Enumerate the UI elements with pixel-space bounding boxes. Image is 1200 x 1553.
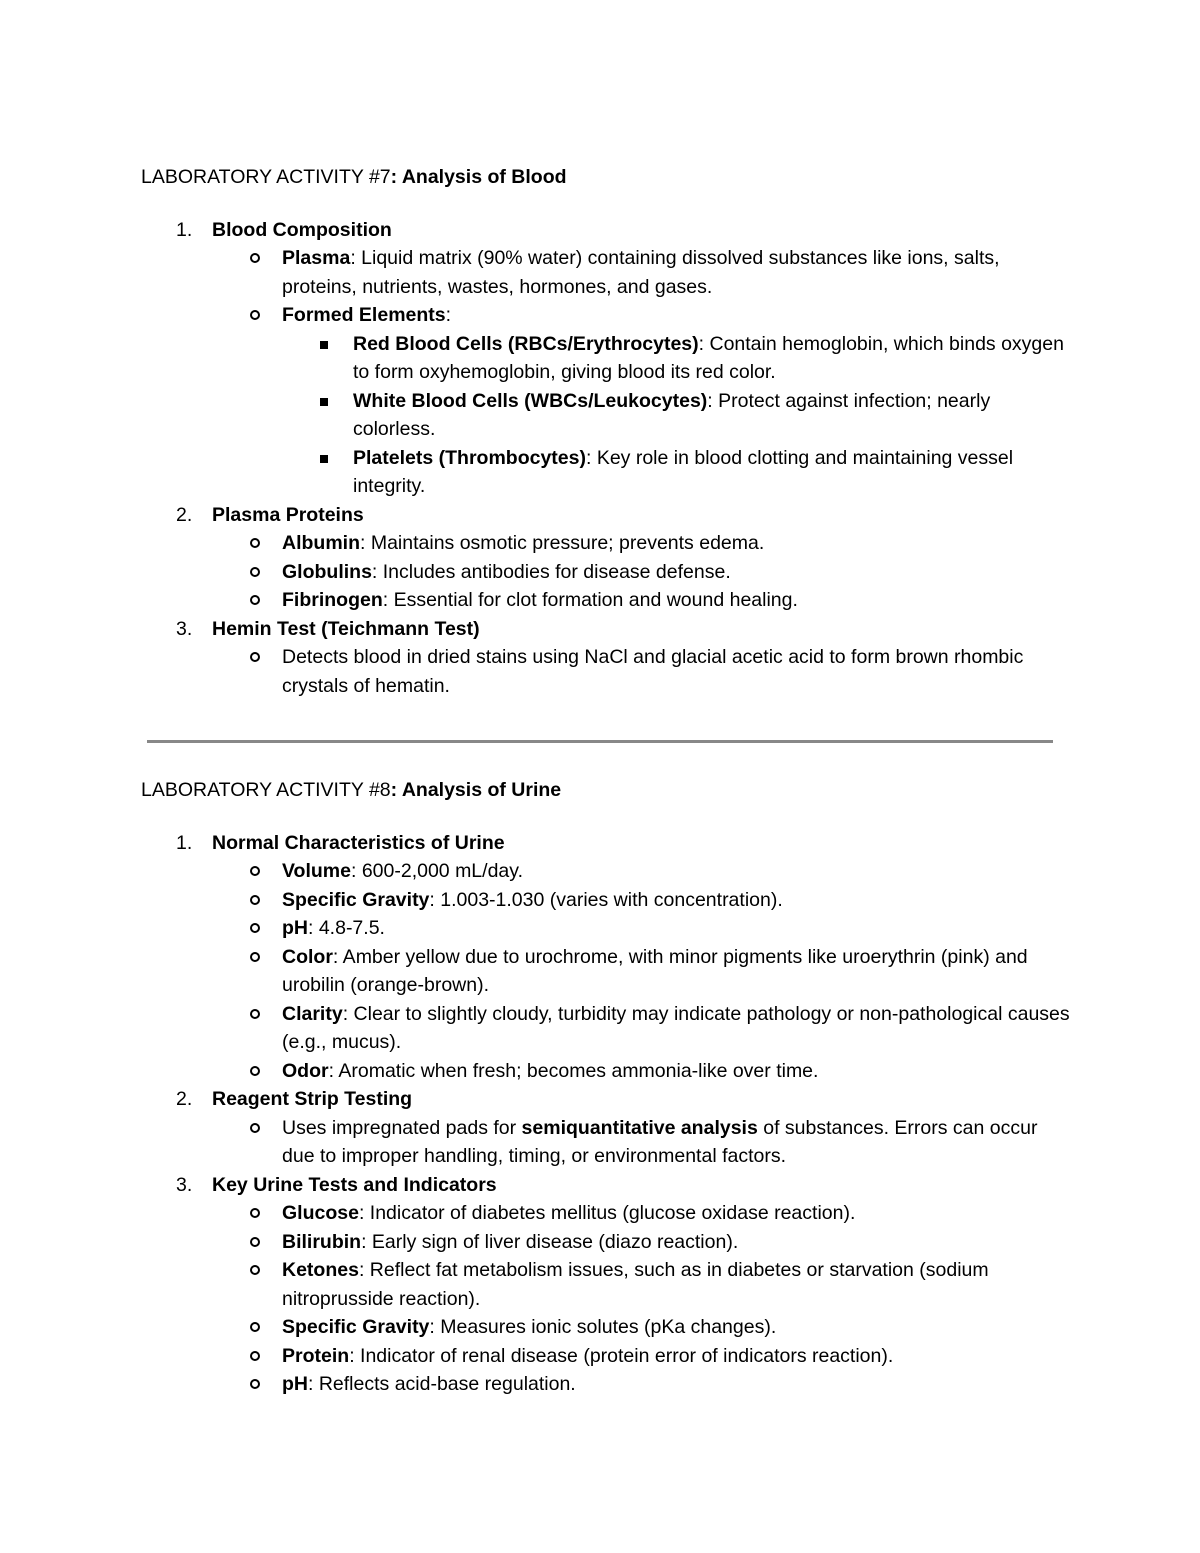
square-bullet-icon (320, 341, 328, 349)
activity-8-title (141, 776, 1071, 805)
activity-7-section (141, 163, 1071, 700)
circle-bullet-icon (250, 1379, 260, 1389)
sub-item (212, 1228, 1071, 1257)
sub-term: Ketones (282, 1259, 359, 1281)
sub-item (212, 586, 1071, 615)
sub-text: : (445, 304, 452, 326)
circle-bullet-icon (250, 1322, 260, 1332)
sub-text: : Amber yellow due to urochrome, with minor pigments like uroerythrin (pink) and urobilin (orange-brown). (282, 945, 1028, 996)
sub-item (212, 1313, 1071, 1342)
sub-emphasis: semiquantitative analysis (521, 1116, 758, 1139)
sub-term: Bilirubin (282, 1230, 362, 1253)
formed-text: : Protect against infection; nearly colorless. (353, 389, 991, 440)
sub-term: Color (282, 945, 333, 968)
circle-bullet-icon (250, 1009, 260, 1019)
sub-list (212, 1114, 1071, 1171)
circle-bullet-icon (250, 1351, 260, 1361)
sub-text: : Includes antibodies for disease defense. (371, 560, 731, 583)
circle-bullet-icon (250, 1066, 260, 1076)
sub-text: of substances. Errors can occur due to improper handling, timing, or environmental factors. (282, 1116, 1038, 1167)
sub-item (212, 1199, 1071, 1228)
sub-term: pH (282, 1373, 308, 1395)
formed-text: : Key role in blood clotting and maintaining vessel integrity. (353, 446, 1014, 497)
sub-item (212, 1342, 1071, 1371)
sub-text: : Reflects acid-base regulation. (308, 1373, 576, 1395)
item-number: 1. (176, 218, 193, 241)
sub-item (212, 1370, 1071, 1399)
sub-list (212, 857, 1071, 1085)
sub-list (212, 643, 1071, 700)
circle-bullet-icon (250, 538, 260, 548)
sub-text: : Clear to slightly cloudy, turbidity may indicate pathology or non-pathological causes (e.g., mucus). (282, 1002, 1070, 1053)
activity-8-title-label: LABORATORY ACTIVITY #8 (141, 779, 391, 801)
activity-7-title-label: LABORATORY ACTIVITY #7 (141, 166, 391, 188)
sub-term: Clarity (282, 1002, 343, 1025)
sub-item (212, 1057, 1071, 1086)
formed-elements-list (282, 330, 1071, 501)
formed-term: Platelets (Thrombocytes) (353, 446, 586, 469)
sub-term: pH (282, 917, 308, 939)
activity-7-title (141, 163, 1071, 192)
sub-text: : Reflect fat metabolism issues, such as in diabetes or starvation (sodium nitroprusside reaction). (282, 1259, 989, 1310)
list-item (141, 829, 1071, 1086)
circle-bullet-icon (250, 895, 260, 905)
circle-bullet-icon (250, 567, 260, 577)
square-bullet-icon (320, 455, 328, 463)
item-heading: Hemin Test (Teichmann Test) (212, 617, 480, 640)
formed-text: : Contain hemoglobin, which binds oxygen to form oxyhemoglobin, giving blood its red color. (353, 332, 1064, 383)
circle-bullet-icon (250, 952, 260, 962)
sub-item (212, 857, 1071, 886)
activity-7-title-topic: : Analysis of Blood (390, 166, 567, 188)
sub-item (212, 301, 1071, 501)
horizontal-divider (147, 740, 1053, 743)
sub-text: : Aromatic when fresh; becomes ammonia-like over time. (328, 1059, 819, 1082)
sub-item (212, 1114, 1071, 1171)
list-item (141, 216, 1071, 501)
sub-text: : 1.003-1.030 (varies with concentration). (429, 888, 783, 911)
item-heading: Reagent Strip Testing (212, 1088, 413, 1110)
item-number: 3. (176, 1173, 193, 1196)
list-item (141, 501, 1071, 615)
sub-item (212, 1000, 1071, 1057)
sub-text: Uses impregnated pads for (282, 1116, 522, 1139)
sub-item (212, 886, 1071, 915)
sub-term: Specific Gravity (282, 1316, 430, 1338)
list-item (141, 1085, 1071, 1171)
circle-bullet-icon (250, 1123, 260, 1133)
square-bullet-icon (320, 398, 328, 406)
sub-item (212, 943, 1071, 1000)
sub-text: : Early sign of liver disease (diazo reaction). (361, 1230, 739, 1253)
sub-term: Formed Elements (282, 304, 446, 326)
sub-text: : Maintains osmotic pressure; prevents edema. (360, 532, 765, 554)
sub-text: : Indicator of renal disease (protein error of indicators reaction). (349, 1344, 894, 1367)
circle-bullet-icon (250, 923, 260, 933)
sub-text: Detects blood in dried stains using NaCl and glacial acetic acid to form brown rhombic crystals of hematin. (282, 646, 1024, 697)
sub-item (212, 914, 1071, 943)
sub-term: Volume (282, 860, 351, 882)
circle-bullet-icon (250, 652, 260, 662)
activity-7-list (141, 216, 1071, 701)
sub-text: : Essential for clot formation and wound healing. (382, 589, 798, 611)
sub-term: Odor (282, 1059, 329, 1082)
sub-term: Protein (282, 1344, 350, 1367)
activity-8-section (141, 776, 1071, 1399)
sub-term: Glucose (282, 1202, 359, 1224)
item-number: 2. (176, 503, 193, 526)
circle-bullet-icon (250, 1208, 260, 1218)
sub-item (212, 1256, 1071, 1313)
sub-term: Specific Gravity (282, 888, 430, 911)
item-number: 1. (176, 831, 193, 854)
formed-term: Red Blood Cells (RBCs/Erythrocytes) (353, 332, 699, 355)
formed-term: White Blood Cells (WBCs/Leukocytes) (353, 389, 708, 412)
sub-term: Plasma (282, 247, 351, 269)
formed-item (282, 387, 1071, 444)
sub-text: : 4.8-7.5. (308, 917, 385, 939)
sub-term: Albumin (282, 532, 360, 554)
sub-item (212, 558, 1071, 587)
circle-bullet-icon (250, 253, 260, 263)
sub-item (212, 643, 1071, 700)
item-number: 2. (176, 1088, 193, 1110)
sub-text: : 600-2,000 mL/day. (350, 860, 523, 882)
sub-list (212, 1199, 1071, 1399)
item-heading: Key Urine Tests and Indicators (212, 1173, 497, 1196)
item-number: 3. (176, 617, 193, 640)
circle-bullet-icon (250, 310, 260, 320)
sub-text: : Liquid matrix (90% water) containing dissolved substances like ions, salts, proteins, nutrients, wastes, hormones, and gases. (282, 247, 1000, 298)
list-item (141, 615, 1071, 701)
circle-bullet-icon (250, 866, 260, 876)
item-heading: Blood Composition (212, 218, 392, 241)
formed-item (282, 444, 1071, 501)
formed-item (282, 330, 1071, 387)
sub-text: : Indicator of diabetes mellitus (glucose oxidase reaction). (358, 1202, 856, 1224)
sub-list (212, 244, 1071, 501)
circle-bullet-icon (250, 1265, 260, 1275)
sub-item (212, 244, 1071, 301)
item-heading: Normal Characteristics of Urine (212, 831, 505, 854)
sub-term: Fibrinogen (282, 589, 383, 611)
activity-8-title-topic: : Analysis of Urine (390, 779, 562, 801)
sub-term: Globulins (282, 560, 372, 583)
circle-bullet-icon (250, 1237, 260, 1247)
sub-text: : Measures ionic solutes (pKa changes). (429, 1316, 777, 1338)
activity-8-list (141, 829, 1071, 1399)
sub-list (212, 529, 1071, 615)
sub-item (212, 529, 1071, 558)
circle-bullet-icon (250, 595, 260, 605)
item-heading: Plasma Proteins (212, 503, 364, 526)
list-item (141, 1171, 1071, 1399)
